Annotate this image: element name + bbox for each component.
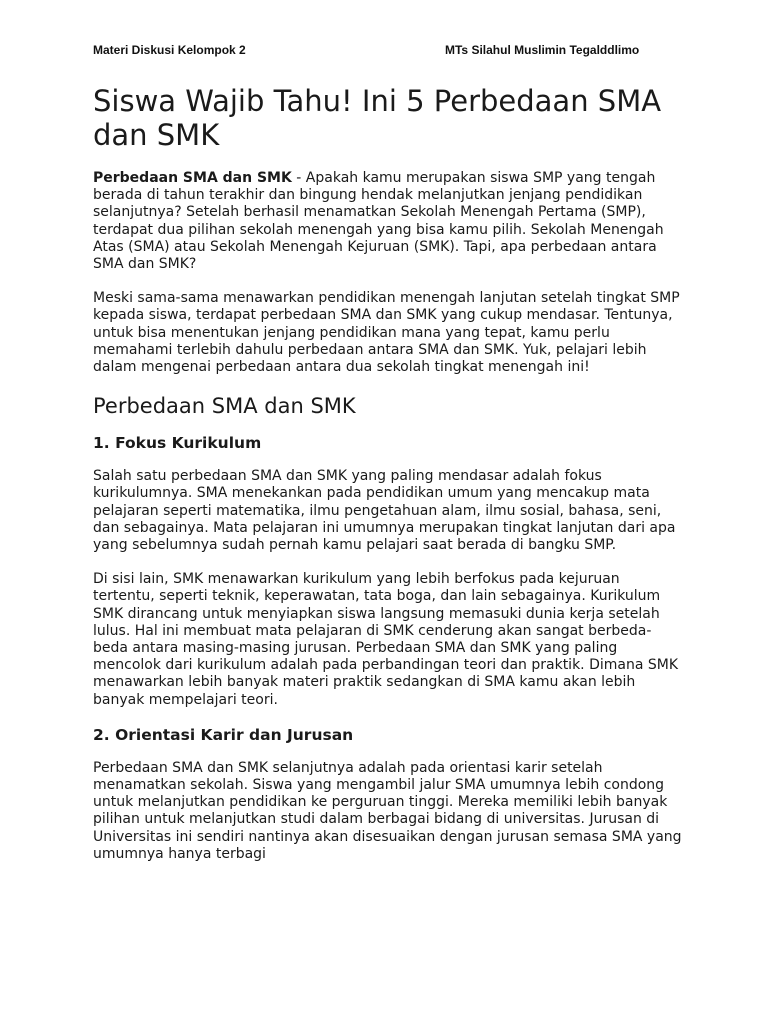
subheading-orientasi-karir: 2. Orientasi Karir dan Jurusan — [93, 725, 354, 744]
intro-lead: Perbedaan SMA dan SMK — [93, 170, 292, 186]
article-body — [93, 84, 683, 863]
header-right-text: MTs Silahul Muslimin Tegalddlimo — [445, 43, 640, 57]
intro-text: - Apakah kamu merupakan siswa SMP yang tengah berada di tahun terakhir dan bingung hendak melanjutkan jenjang pendidikan selanjutnya? Setelah berhasil menamatkan Sekolah Menengah Pertama (SMP), terdapat dua pilihan sekolah menengah yang bisa kamu pilih. Sekolah Menengah Atas (SMA) atau Sekolah Menengah Kejuruan (SMK). Tapi, apa perbedaan antara SMA dan SMK? — [93, 170, 664, 273]
subheading-fokus-kurikulum: 1. Fokus Kurikulum — [93, 434, 262, 453]
paragraph-2: Meski sama-sama menawarkan pendidikan menengah lanjutan setelah tingkat SMP kepada siswa, terdapat perbedaan SMA dan SMK yang cukup mendasar. Tentunya, untuk bisa menentukan jenjang pendidikan mana yang tepat, kamu perlu memahami terlebih dahulu perbedaan antara SMA dan SMK. Yuk, pelajari lebih dalam mengenai perbedaan antara dua sekolah tingkat menengah ini! — [93, 290, 680, 376]
page-header — [93, 43, 673, 61]
article-title: Siswa Wajib Tahu! Ini 5 Perbedaan SMA dan SMK — [93, 84, 662, 152]
fokus-kurikulum-paragraph-2: Di sisi lain, SMK menawarkan kurikulum yang lebih berfokus pada kejuruan tertentu, seperti teknik, keperawatan, tata boga, dan lain sebagainya. Kurikulum SMK dirancang untuk menyiapkan siswa langsung memasuki dunia kerja setelah lulus. Hal ini membuat mata pelajaran di SMK cenderung akan sangat berbeda-beda antara masing-masing jurusan. Perbedaan SMA dan SMK yang paling mencolok dari kurikulum adalah pada perbandingan teori dan praktik. Dimana SMK menawarkan lebih banyak materi praktik sedangkan di SMA kamu akan lebih banyak mempelajari teori. — [93, 571, 679, 708]
section-heading: Perbedaan SMA dan SMK — [93, 394, 356, 419]
fokus-kurikulum-paragraph-1: Salah satu perbedaan SMA dan SMK yang paling mendasar adalah fokus kurikulumnya. SMA menekankan pada pendidikan umum yang mencakup mata pelajaran seperti matematika, ilmu pengetahuan alam, ilmu sosial, bahasa, seni, dan sebagainya. Mata pelajaran ini umumnya merupakan tingkat lanjutan dari apa yang sebelumnya sudah pernah kamu pelajari saat berada di bangku SMP. — [93, 468, 676, 554]
orientasi-karir-paragraph-1: Perbedaan SMA dan SMK selanjutnya adalah pada orientasi karir setelah menamatkan sekolah. Siswa yang mengambil jalur SMA umumnya lebih condong untuk melanjutkan pendidikan ke perguruan tinggi. Mereka memiliki lebih banyak pilihan untuk melanjutkan studi dalam berbagai bidang di universitas. Jurusan di Universitas ini sendiri nantinya akan disesuaikan dengan jurusan semasa SMA yang umumnya hanya terbagi — [93, 759, 682, 862]
header-left-text: Materi Diskusi Kelompok 2 — [93, 43, 246, 57]
intro-paragraph — [93, 170, 683, 273]
